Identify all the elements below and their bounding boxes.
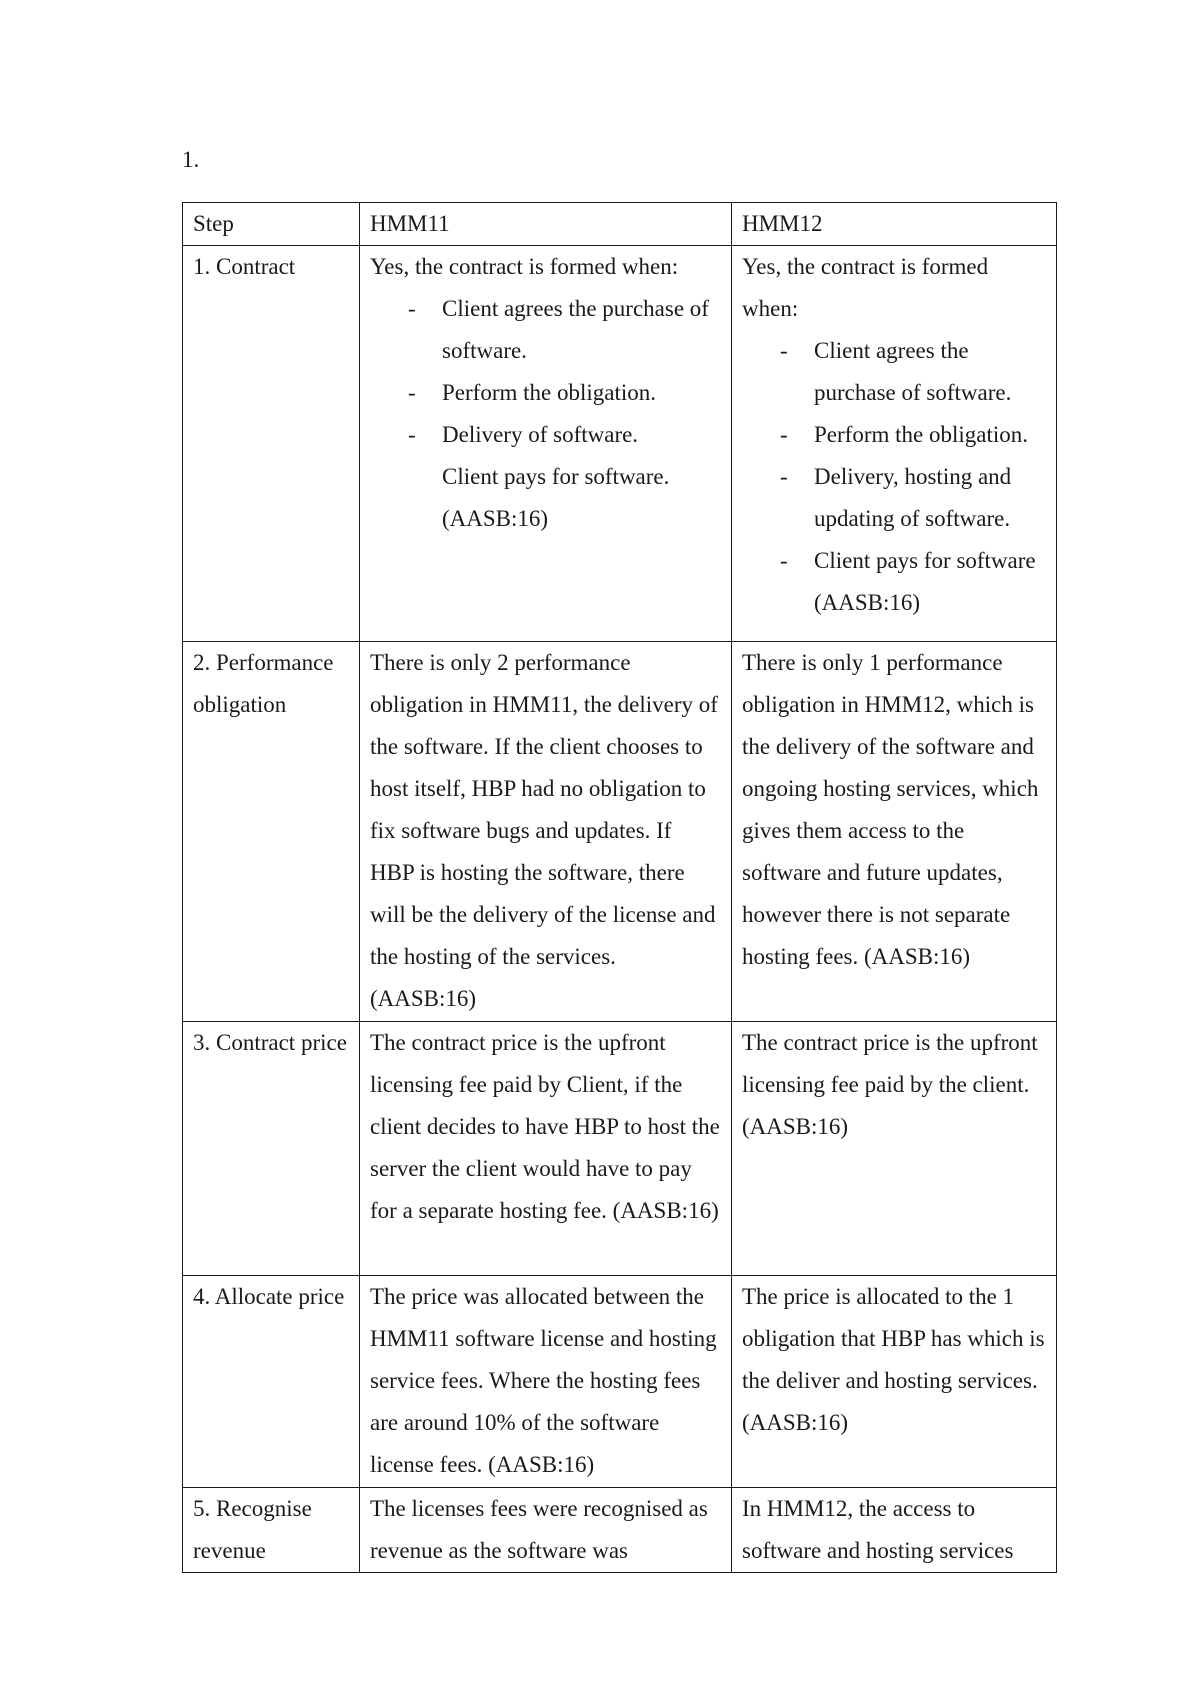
hmm11-intro: Yes, the contract is formed when: — [370, 254, 679, 279]
table-row — [183, 642, 1057, 1022]
hmm12-cell: The price is allocated to the 1 obligation that HBP has which is the deliver and hosting services. (AASB:16) — [732, 1276, 1057, 1488]
hmm11-cell: The price was allocated between the HMM11 software license and hosting service fees. Where the hosting fees are around 10% of the software license fees. (AASB:16) — [360, 1276, 732, 1488]
list-item: - Delivery, hosting and updating of software. — [742, 456, 1046, 540]
list-item: - Client agrees the purchase of software. — [370, 288, 721, 372]
hmm11-cell: There is only 2 performance obligation in HMM11, the delivery of the software. If the client chooses to host itself, HBP had no obligation to fix software bugs and updates. If HBP is hosting the software, there will be the delivery of the license and the hosting of the services. (AASB:16) — [360, 642, 732, 1022]
header-cell-hmm12: HMM12 — [732, 203, 1057, 246]
dash-bullet-icon: - — [408, 422, 416, 447]
hmm12-cell: The contract price is the upfront licensing fee paid by the client. (AASB:16) — [732, 1022, 1057, 1276]
hmm11-cell: The licenses fees were recognised as revenue as the software was — [360, 1488, 732, 1573]
table-row — [183, 1276, 1057, 1488]
list-item: - Client agrees the purchase of software. — [742, 330, 1046, 414]
dash-bullet-icon: - — [780, 422, 788, 447]
step-cell: 1. Contract — [183, 246, 360, 642]
step-cell: 5. Recognise revenue — [183, 1488, 360, 1573]
hmm12-intro: Yes, the contract is formed when: — [742, 254, 989, 321]
hmm11-cell — [360, 246, 732, 642]
hmm11-condition-list — [370, 288, 721, 456]
step-cell: 3. Contract price — [183, 1022, 360, 1276]
dash-bullet-icon: - — [408, 296, 416, 321]
step-cell: 4. Allocate price — [183, 1276, 360, 1488]
dash-bullet-icon: - — [780, 338, 788, 363]
table-row — [183, 1488, 1057, 1573]
list-item: - Perform the obligation. — [370, 372, 721, 414]
hmm11-extra-line: Client pays for software. (AASB:16) — [442, 464, 670, 531]
dash-bullet-icon: - — [780, 464, 788, 489]
step-cell: 2. Performance obligation — [183, 642, 360, 1022]
table-row — [183, 1022, 1057, 1276]
hmm11-cell: The contract price is the upfront licensing fee paid by Client, if the client decides to have HBP to host the server the client would have to pay for a separate hosting fee. (AASB:16) — [360, 1022, 732, 1276]
header-cell-step: Step — [183, 203, 360, 246]
list-item: - Perform the obligation. — [742, 414, 1046, 456]
table-header-row — [183, 203, 1057, 246]
hmm12-cell: There is only 1 performance obligation in HMM12, which is the delivery of the software and ongoing hosting services, which gives them access to the software and future updates, however there is not separate hosting fees. (AASB:16) — [732, 642, 1057, 1022]
header-cell-hmm11: HMM11 — [360, 203, 732, 246]
list-item: - Client pays for software (AASB:16) — [742, 540, 1046, 624]
hmm12-condition-list — [742, 330, 1046, 624]
table-row — [183, 246, 1057, 642]
hmm12-cell: In HMM12, the access to software and hosting services — [732, 1488, 1057, 1573]
section-number: 1. — [182, 147, 200, 172]
dash-bullet-icon: - — [780, 548, 788, 573]
dash-bullet-icon: - — [408, 380, 416, 405]
hmm12-cell — [732, 246, 1057, 642]
revenue-steps-table — [182, 202, 1057, 1573]
list-item: - Delivery of software. — [370, 414, 721, 456]
